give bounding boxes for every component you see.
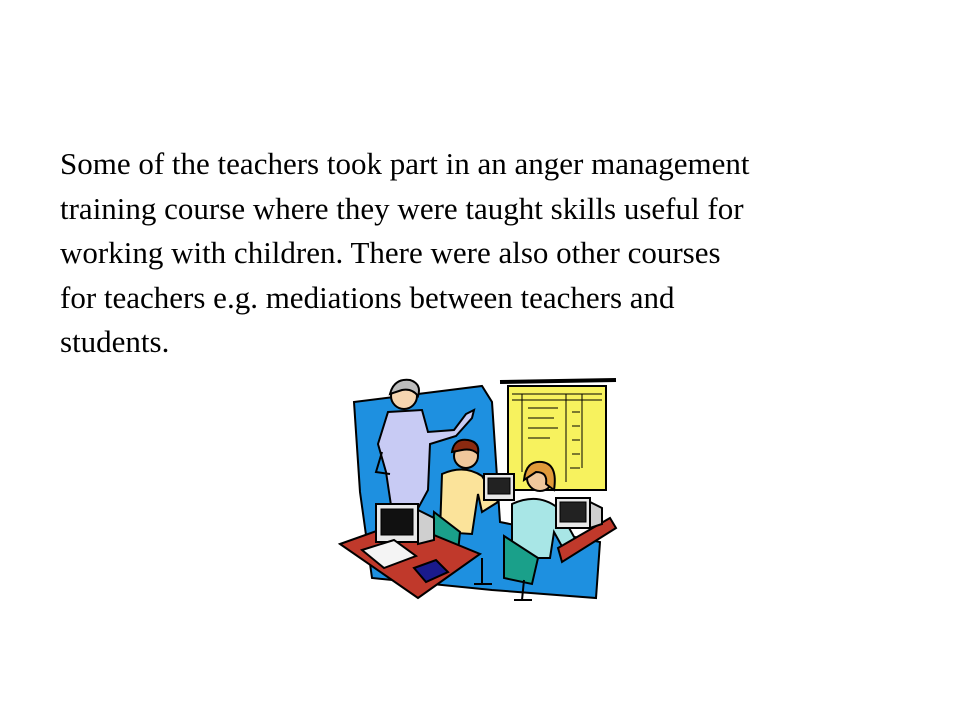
text-line-1: Some of the teachers took part in an anger management <box>60 146 750 181</box>
text-line-5: students. <box>60 324 170 359</box>
wall-chart-icon <box>500 380 616 490</box>
monitor-icon <box>484 474 514 500</box>
classroom-computer-lesson-icon <box>332 372 622 608</box>
monitor-icon <box>556 498 602 528</box>
text-line-2: training course where they were taught skills useful for <box>60 190 744 226</box>
text-line-4: for teachers e.g. mediations between teachers and <box>60 279 675 315</box>
text-line-3: working with children. There were also other courses <box>60 235 721 270</box>
slide-body-text <box>60 142 920 365</box>
